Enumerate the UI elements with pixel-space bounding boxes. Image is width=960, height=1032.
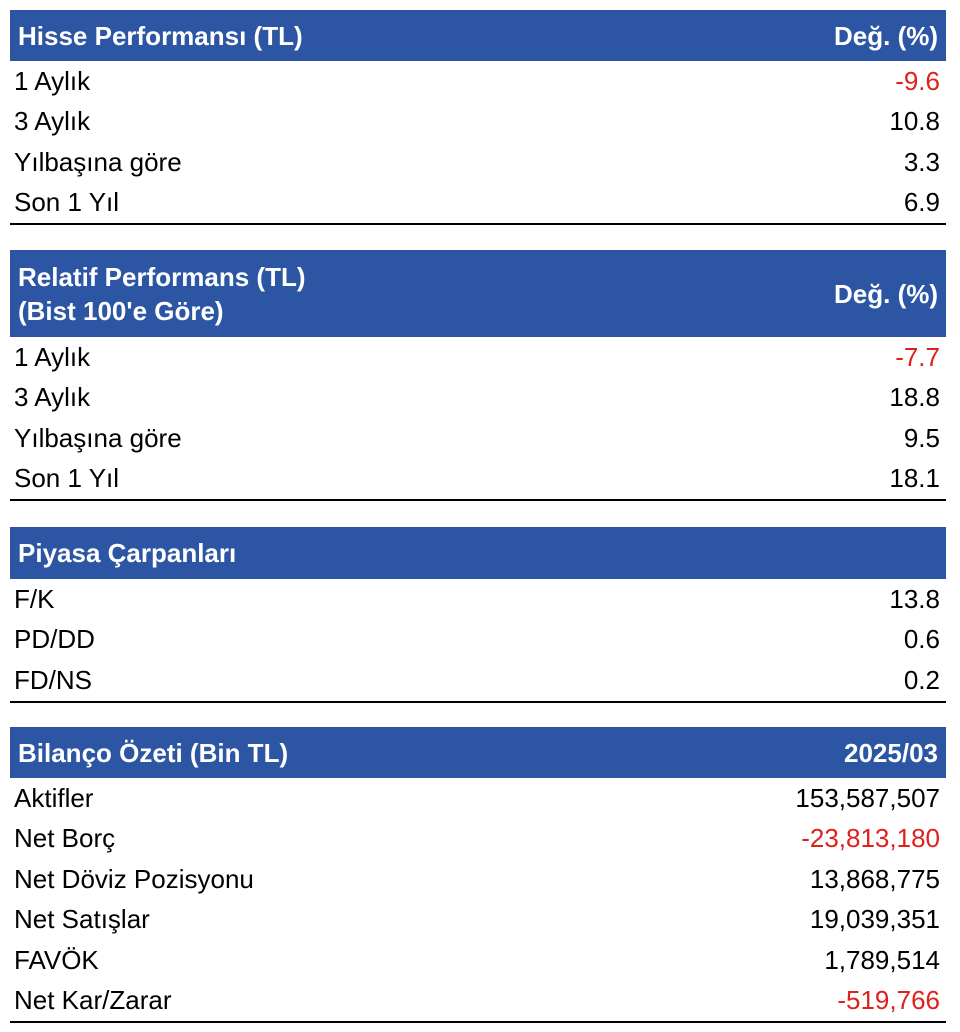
row-label: F/K [14,583,55,614]
row-label: 3 Aylık [14,382,91,413]
row-label: Son 1 Yıl [14,463,120,494]
table-row [10,102,946,143]
relatif-title-line1: Relatif Performans (TL) [18,261,306,292]
row-label: PD/DD [14,624,95,655]
table-row [10,620,946,661]
piyasa-carpanlari-header [10,527,946,579]
row-label: FAVÖK [14,944,99,975]
row-value: 153,587,507 [795,782,940,813]
row-label: 1 Aylık [14,65,91,96]
relatif-performans-table [10,250,946,501]
table-row [10,900,946,941]
row-label: Net Kar/Zarar [14,985,172,1016]
bilanco-ozeti-body [10,778,946,1023]
table-row [10,61,946,102]
relatif-performans-body [10,337,946,501]
row-label: FD/NS [14,664,92,695]
row-value: 18.1 [889,463,940,494]
row-value: 18.8 [889,382,940,413]
row-label: Net Döviz Pozisyonu [14,863,254,894]
table-row [10,859,946,900]
row-value: 10.8 [889,106,940,137]
table-row [10,378,946,419]
table-row [10,819,946,860]
row-value: 9.5 [903,422,940,453]
hisse-performans-header [10,10,946,61]
piyasa-carpanlari-table [10,527,946,703]
bilanco-ozeti-title: Bilanço Özeti (Bin TL) [18,737,289,768]
row-value: 1,789,514 [824,944,940,975]
table-row [10,981,946,1022]
table-row [10,337,946,378]
row-value: -9.6 [895,65,940,96]
row-value: 0.6 [903,624,940,655]
row-value: -7.7 [895,341,940,372]
row-label: Yılbaşına göre [14,422,182,453]
table-row [10,660,946,701]
row-value: 13,868,775 [809,863,940,894]
hisse-performans-body [10,61,946,225]
table-row [10,579,946,620]
table-row [10,183,946,224]
table-row [10,142,946,183]
table-row [10,459,946,500]
row-label: 1 Aylık [14,341,91,372]
row-label: Aktifler [14,782,94,813]
row-label: Son 1 Yıl [14,187,120,218]
row-value: 13.8 [889,583,940,614]
table-row [10,418,946,459]
row-value: -23,813,180 [801,823,940,854]
row-label: Yılbaşına göre [14,146,182,177]
relatif-performans-title [18,260,306,328]
table-row [10,778,946,819]
hisse-performans-title: Hisse Performansı (TL) [18,20,303,51]
relatif-performans-header [10,250,946,337]
table-row [10,940,946,981]
row-value: 19,039,351 [809,904,940,935]
row-value: -519,766 [837,985,940,1016]
row-label: 3 Aylık [14,106,91,137]
relatif-performans-col: Değ. (%) [834,278,938,309]
piyasa-carpanlari-title: Piyasa Çarpanları [18,538,237,568]
hisse-performans-col: Değ. (%) [834,20,938,51]
row-value: 0.2 [903,664,940,695]
relatif-title-line2: (Bist 100'e Göre) [18,295,224,326]
hisse-performans-table [10,10,946,225]
bilanco-ozeti-table [10,727,946,1023]
row-value: 3.3 [903,146,940,177]
piyasa-carpanlari-body [10,579,946,703]
row-label: Net Borç [14,823,116,854]
bilanco-ozeti-header [10,727,946,778]
row-label: Net Satışlar [14,904,150,935]
row-value: 6.9 [903,187,940,218]
bilanco-ozeti-col: 2025/03 [844,737,938,768]
